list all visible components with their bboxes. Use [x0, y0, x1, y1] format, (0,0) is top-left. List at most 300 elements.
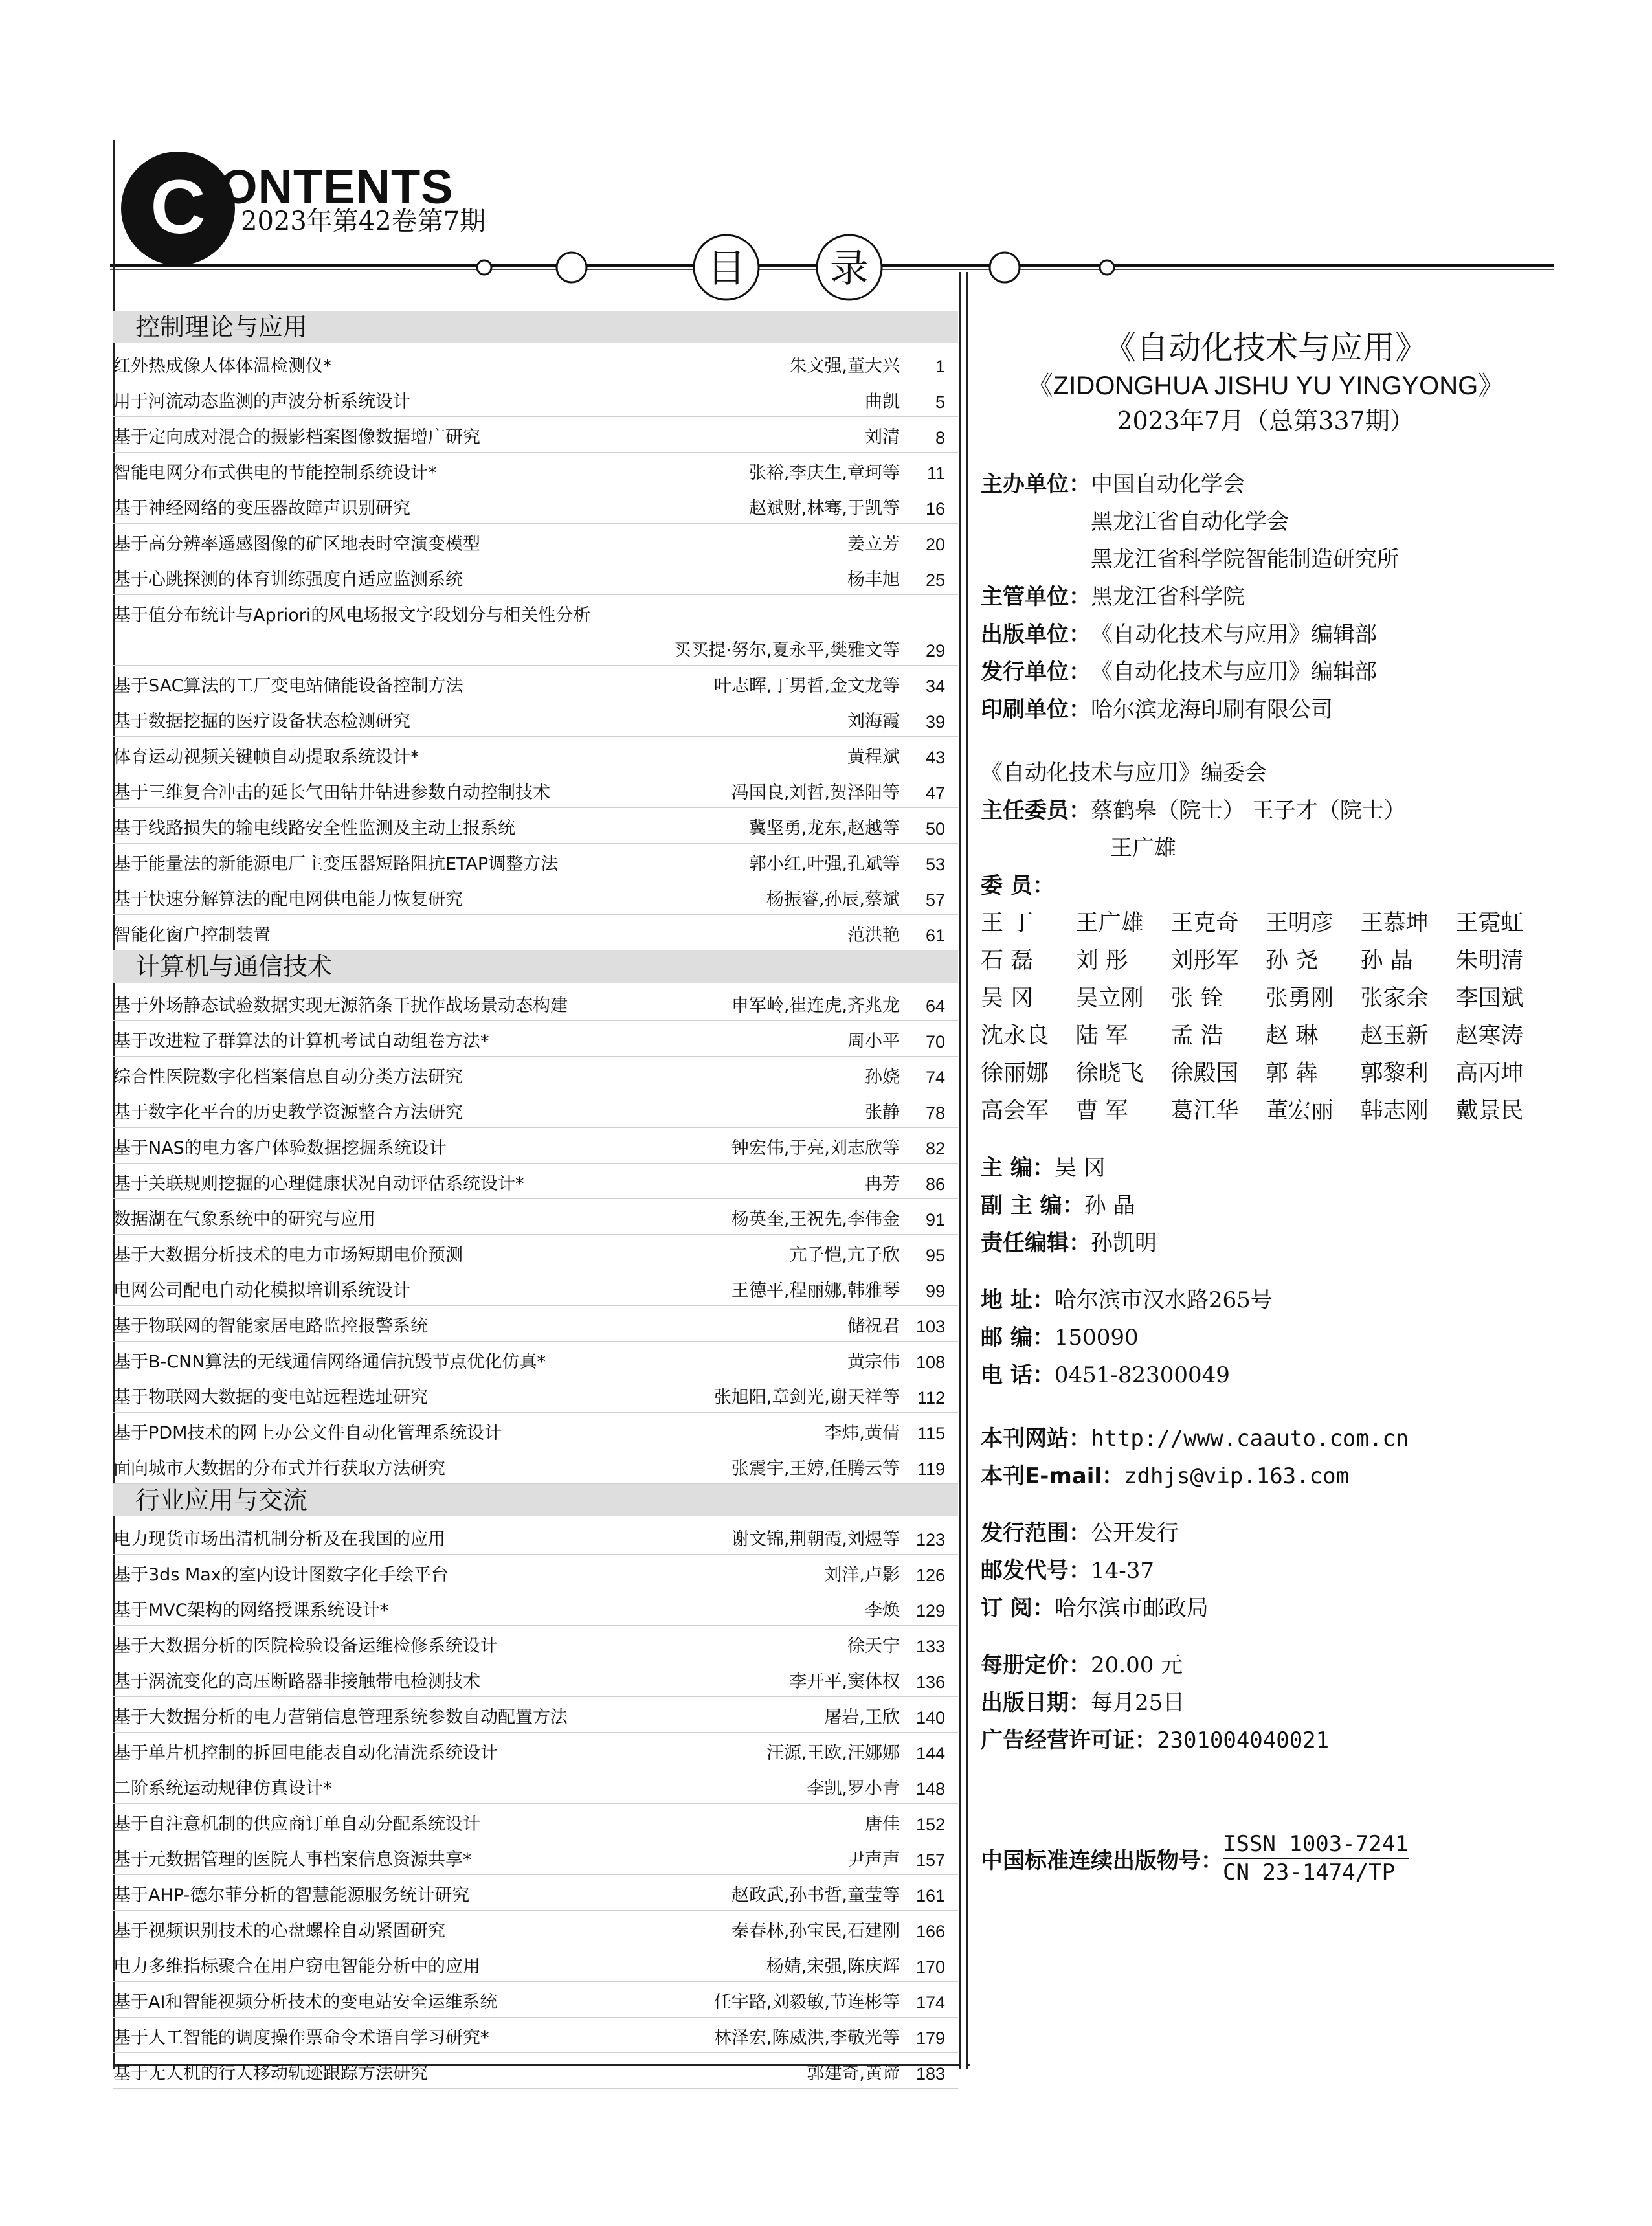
- toc-entry-title: 基于改进粒子群算法的计算机考试自动组卷方法*: [113, 1031, 489, 1051]
- toc-entry[interactable]: [113, 1342, 958, 1377]
- toc-entry-page: 174: [915, 1993, 945, 2012]
- toc-entry-authors: 谢文锦,荆朝霞,刘煜等: [731, 1529, 900, 1549]
- toc-entry-page: 115: [917, 1424, 945, 1443]
- board-member: 赵玉新: [1360, 1023, 1429, 1049]
- toc-entry-page: 43: [925, 748, 945, 767]
- toc-entry[interactable]: [113, 1235, 958, 1270]
- toc-entry[interactable]: [113, 1946, 958, 1982]
- toc-entry-page: 136: [915, 1672, 945, 1692]
- website-label: 本刊网站：: [981, 1426, 1091, 1452]
- mulu-char-2: 录: [830, 246, 869, 291]
- toc-entry[interactable]: [113, 1590, 958, 1626]
- board-member: 赵 琳: [1266, 1023, 1319, 1049]
- toc-entry-title: 基于AHP-德尔菲分析的智慧能源服务统计研究: [113, 1885, 470, 1906]
- phone-label: 电 话：: [981, 1362, 1055, 1388]
- toc-entry-authors: 秦春林,孙宝民,石建刚: [731, 1921, 900, 1941]
- postcode-row: [981, 1319, 1550, 1356]
- board-member: 刘 彤: [1075, 948, 1128, 974]
- toc-entry-authors: 冉芳: [865, 1174, 900, 1194]
- toc-entry-title: 基于NAS的电力客户体验数据挖掘系统设计: [113, 1138, 447, 1158]
- issn-number: ISSN 1003-7241: [1223, 1830, 1409, 1859]
- toc-entry-title: 电力多维指标聚合在用户窃电智能分析中的应用: [113, 1957, 480, 1977]
- distribute-label: 发行单位：: [981, 659, 1091, 685]
- sponsor-row: [981, 466, 1550, 578]
- toc-entry-authors: 任宇路,刘毅敏,节连彬等: [713, 1992, 900, 2012]
- toc-entry-title: 基于人工智能的调度操作票命令术语自学习研究*: [113, 2028, 489, 2048]
- toc-entry-title: 综合性医院数字化档案信息自动分类方法研究: [113, 1067, 463, 1087]
- toc-entry[interactable]: [113, 1626, 958, 1661]
- sponsor-3: 黑龙江省科学院智能制造研究所: [1091, 546, 1399, 572]
- toc-entry-authors: 李凯,罗小青: [807, 1779, 900, 1799]
- board-member: 王慕坤: [1360, 910, 1429, 936]
- toc-entry-title: 基于SAC算法的工厂变电站储能设备控制方法: [113, 676, 463, 696]
- toc-entry-page: 91: [925, 1210, 945, 1230]
- postal-code-value: 14-37: [1091, 1558, 1155, 1584]
- toc-entry-title: 数据湖在气象系统中的研究与应用: [113, 1209, 375, 1230]
- toc-entry-authors: 曲凯: [865, 392, 900, 412]
- toc-entry-authors: 黄宗伟: [847, 1352, 900, 1372]
- board-member: 孟 浩: [1170, 1023, 1223, 1049]
- scope-label: 发行范围：: [981, 1520, 1091, 1546]
- toc-entry-authors: 张震宇,王婷,任腾云等: [731, 1459, 900, 1479]
- toc-entry[interactable]: [113, 844, 958, 879]
- toc-entry-authors: 储祝君: [847, 1316, 900, 1336]
- toc-entry-authors: 刘清: [865, 427, 900, 447]
- sponsor-list: [1091, 466, 1399, 578]
- toc-entry-page: 108: [915, 1353, 945, 1372]
- toc-entry-title: 基于自注意机制的供应商订单自动分配系统设计: [113, 1814, 480, 1834]
- board-member: 王克奇: [1170, 910, 1239, 936]
- toc-entry-title: 基于数字化平台的历史教学资源整合方法研究: [113, 1103, 463, 1123]
- chair-value: 蔡鹤皋（院士） 王子才（院士）: [1091, 798, 1406, 824]
- ad-license-label: 广告经营许可证：: [981, 1727, 1157, 1753]
- toc-entry-title: 红外热成像人体体温检测仪*: [113, 356, 332, 376]
- toc-entry-page: 99: [925, 1281, 945, 1301]
- toc-entry-authors: 李开平,窦体权: [789, 1672, 900, 1692]
- toc-entry-page: 5: [935, 392, 945, 412]
- print-label: 印刷单位：: [981, 697, 1091, 723]
- toc-entry-page: 161: [915, 1886, 945, 1906]
- toc-entry-page: 11: [926, 464, 945, 483]
- toc-entry-title: 基于PDM技术的网上办公文件自动化管理系统设计: [113, 1423, 502, 1443]
- scope-value: 公开发行: [1091, 1520, 1179, 1546]
- toc-entry[interactable]: [113, 985, 958, 1021]
- board-member: 徐晓飞: [1075, 1061, 1144, 1086]
- toc-entry-title: 基于大数据分析的医院检验设备运维检修系统设计: [113, 1636, 498, 1656]
- toc-entry-authors: 李炜,黄倩: [824, 1423, 900, 1443]
- distribute-row: [981, 653, 1550, 691]
- postal-code-label: 邮发代号：: [981, 1558, 1091, 1584]
- email-label: 本刊E-mail：: [981, 1463, 1124, 1489]
- toc-entry-page: 126: [915, 1566, 945, 1585]
- toc-entry[interactable]: [113, 1839, 958, 1875]
- board-member: 郭黎利: [1360, 1061, 1429, 1086]
- toc-entry-page: 74: [925, 1068, 945, 1087]
- toc-entry-page: 16: [925, 499, 945, 519]
- toc-entry[interactable]: [113, 559, 958, 595]
- toc-entry-page: 70: [925, 1032, 945, 1051]
- scope-row: [981, 1514, 1550, 1552]
- toc-entry-page: 39: [925, 712, 945, 732]
- toc-entry[interactable]: [113, 346, 958, 381]
- pubdate-label: 出版日期：: [981, 1690, 1091, 1716]
- logo-letter: C: [150, 164, 206, 250]
- deputy-editor-label: 副 主 编：: [981, 1193, 1084, 1219]
- toc-entry[interactable]: [113, 1448, 958, 1484]
- toc-entry-page: 20: [925, 535, 945, 554]
- toc-entry-authors: 冯国良,刘哲,贺泽阳等: [731, 783, 900, 803]
- journal-date: 2023年7月（总第337期）: [1117, 407, 1414, 435]
- toc-entry-title: 二阶系统运动规律仿真设计*: [113, 1779, 332, 1799]
- toc-entry[interactable]: [113, 2053, 958, 2089]
- toc-entry-authors: 郭小红,叶强,孔斌等: [748, 854, 900, 874]
- toc-entry-title: 智能化窗户控制装置: [113, 925, 271, 945]
- toc-entry[interactable]: [113, 1982, 958, 2018]
- toc-entry-title: 基于心跳探测的体育训练强度自适应监测系统: [113, 570, 463, 590]
- toc-entry-authors: 黄程斌: [847, 747, 900, 767]
- column-divider-inner: [966, 272, 968, 2069]
- toc-entry[interactable]: [113, 1768, 958, 1804]
- toc-entry[interactable]: [113, 1733, 958, 1768]
- toc-entry[interactable]: [113, 1057, 958, 1092]
- toc-entry-authors: 张裕,李庆生,章珂等: [748, 463, 900, 483]
- toc-entry-page: 47: [925, 783, 945, 803]
- board-member: 王霓虹: [1455, 910, 1524, 936]
- toc-entry-page: 103: [915, 1317, 945, 1336]
- price-label: 每册定价：: [981, 1652, 1091, 1678]
- members-label: 委 员：: [981, 873, 1055, 899]
- ad-license-row: [981, 1722, 1550, 1759]
- board-member: 王 丁: [981, 910, 1034, 936]
- toc-entry-authors: 郭建奇,黄谛: [807, 2063, 900, 2084]
- distribute-value: 《自动化技术与应用》编辑部: [1091, 659, 1377, 685]
- board-member: 曹 军: [1075, 1098, 1128, 1124]
- toc-entry-page: 183: [915, 2064, 945, 2084]
- toc-entry[interactable]: [113, 737, 958, 772]
- subscribe-value: 哈尔滨市邮政局: [1054, 1595, 1209, 1621]
- toc-entry[interactable]: [113, 417, 958, 453]
- toc-entry-page: 8: [935, 428, 945, 447]
- supervisor-value: 黑龙江省科学院: [1091, 584, 1245, 610]
- issn-label: 中国标准连续出版物号：: [981, 1847, 1223, 1874]
- toc-entry-title: 基于元数据管理的医院人事档案信息资源共享*: [113, 1850, 472, 1870]
- toc-entry-page: 25: [925, 570, 945, 590]
- toc-entry-authors: 亢子恺,亢子欣: [789, 1245, 900, 1265]
- board-member: 高丙坤: [1455, 1061, 1524, 1086]
- toc-entry-title: 基于MVC架构的网络授课系统设计*: [113, 1601, 389, 1621]
- address-value: 哈尔滨市汉水路265号: [1054, 1287, 1273, 1313]
- toc-entry[interactable]: [113, 915, 958, 950]
- toc-entry[interactable]: [113, 808, 958, 844]
- toc-entry[interactable]: [113, 1413, 958, 1448]
- toc-entry-authors: 周小平: [847, 1031, 900, 1051]
- toc-entry[interactable]: [113, 1555, 958, 1590]
- phone-row: [981, 1356, 1550, 1394]
- price-row: [981, 1647, 1550, 1684]
- issn-values: [1223, 1830, 1409, 1886]
- section-heading: 控制理论与应用: [113, 311, 958, 343]
- pubdate-row: [981, 1684, 1550, 1722]
- price-value: 20.00 元: [1091, 1652, 1183, 1678]
- board-member: 孙 尧: [1266, 948, 1319, 974]
- toc-entry-page: 157: [915, 1850, 945, 1870]
- toc-entry-authors: 屠岩,王欣: [824, 1707, 900, 1727]
- toc-entry-authors: 杨婧,宋强,陈庆辉: [766, 1957, 900, 1977]
- member-grid: [981, 905, 1550, 1130]
- column-divider: [959, 272, 961, 2069]
- toc-entry-page: 140: [915, 1708, 945, 1727]
- section-heading: 计算机与通信技术: [113, 950, 958, 983]
- toc-entry[interactable]: [113, 1519, 958, 1555]
- email-link[interactable]: zdhjs@vip.163.com: [1124, 1463, 1350, 1489]
- toc-entry-authors: 赵政武,孙书哲,童莹等: [731, 1885, 900, 1906]
- toc-entry-authors: 王德平,程丽娜,韩雅琴: [731, 1281, 900, 1301]
- board-member: 石 磊: [981, 948, 1034, 974]
- subscribe-label: 订 阅：: [981, 1595, 1055, 1621]
- toc-entry-page: 112: [917, 1388, 945, 1408]
- print-row: [981, 691, 1550, 728]
- members-row: [981, 867, 1550, 905]
- journal-title: 《自动化技术与应用》: [1104, 329, 1427, 366]
- toc-entry-authors: 范洪艳: [847, 925, 900, 945]
- toc-entry-title: 基于线路损失的输电线路安全性监测及主动上报系统: [113, 818, 515, 838]
- sponsor-1: 中国自动化学会: [1091, 471, 1245, 497]
- toc-entry-title: 用于河流动态监测的声波分析系统设计: [113, 392, 410, 412]
- toc-entry[interactable]: [113, 1875, 958, 1911]
- chair-row: [981, 792, 1550, 829]
- toc-entry-title: 面向城市大数据的分布式并行获取方法研究: [113, 1459, 445, 1479]
- toc-entry-page: 179: [915, 2029, 945, 2048]
- toc-entry-page: 57: [925, 890, 945, 910]
- publish-label: 出版单位：: [981, 622, 1091, 647]
- toc-entry[interactable]: [113, 381, 958, 417]
- toc-entry-page: 50: [925, 819, 945, 838]
- sponsor-2: 黑龙江省自动化学会: [1091, 509, 1289, 535]
- board-member: 徐殿国: [1170, 1061, 1239, 1086]
- toc-entry[interactable]: [113, 701, 958, 737]
- bottom-rule-right: [966, 2064, 970, 2066]
- toc-entry-title: 基于高分辨率遥感图像的矿区地表时空演变模型: [113, 534, 480, 554]
- toc-entry[interactable]: [113, 1092, 958, 1128]
- toc-entry[interactable]: [113, 772, 958, 808]
- toc-entry-authors: 汪源,王欧,汪娜娜: [766, 1743, 900, 1763]
- toc-entry[interactable]: [113, 1306, 958, 1342]
- toc-entry-authors: 张旭阳,章剑光,谢天祥等: [713, 1388, 900, 1408]
- toc-entry-authors: 李焕: [865, 1601, 900, 1621]
- toc-entry[interactable]: [113, 453, 958, 488]
- board-member: 戴景民: [1455, 1098, 1524, 1124]
- journal-pinyin: 《ZIDONGHUA JISHU YU YINGYONG》: [1027, 372, 1504, 400]
- print-value: 哈尔滨龙海印刷有限公司: [1091, 697, 1333, 723]
- board-member: 高会军: [981, 1098, 1049, 1124]
- toc-entry[interactable]: [113, 879, 958, 915]
- toc-entry-page: 123: [915, 1530, 945, 1549]
- cn-number: CN 23-1474/TP: [1223, 1860, 1396, 1885]
- website-row: [981, 1420, 1550, 1457]
- toc-entry-page: 148: [915, 1779, 945, 1799]
- board-member: 张勇刚: [1266, 985, 1334, 1011]
- toc-entry-title: 基于数据挖掘的医疗设备状态检测研究: [113, 712, 410, 732]
- responsible-editor-row: [981, 1224, 1550, 1262]
- toc-entry-title: 基于快速分解算法的配电网供电能力恢复研究: [113, 890, 463, 910]
- toc-entry[interactable]: [113, 2018, 958, 2053]
- toc-entry[interactable]: [113, 1021, 958, 1057]
- toc-entry-authors: 朱文强,董大兴: [789, 356, 900, 376]
- board-member: 郭 犇: [1266, 1061, 1319, 1086]
- board-heading: 《自动化技术与应用》编委会: [981, 760, 1267, 786]
- chair-label: 主任委员：: [981, 798, 1091, 824]
- toc-entry-title: 基于B-CNN算法的无线通信网络通信抗毁节点优化仿真*: [113, 1352, 546, 1372]
- toc-entry-page: 82: [925, 1139, 945, 1158]
- toc-entry-title: 智能电网分布式供电的节能控制系统设计*: [113, 463, 437, 483]
- toc-entry[interactable]: [113, 488, 958, 524]
- chief-editor-row: [981, 1149, 1550, 1187]
- board-member: 吴 冈: [981, 985, 1034, 1011]
- board-member: 沈永良: [981, 1023, 1049, 1049]
- board-member: 刘彤军: [1170, 948, 1239, 974]
- toc-entry-title: 基于物联网的智能家居电路监控报警系统: [113, 1316, 428, 1336]
- toc-entry-authors: 林泽宏,陈威洪,李敬光等: [713, 2028, 900, 2048]
- toc-entry[interactable]: [113, 666, 958, 701]
- toc-entry-title: 基于三维复合冲击的延长气田钻井钻进参数自动控制技术: [113, 783, 550, 803]
- toc-entry-page: 29: [925, 641, 945, 660]
- toc-entry[interactable]: [113, 1270, 958, 1306]
- toc-entry-authors: 徐天宁: [847, 1636, 900, 1656]
- toc-entry-title: 基于能量法的新能源电厂主变压器短路阻抗ETAP调整方法: [113, 854, 559, 874]
- chief-editor: 吴 冈: [1054, 1155, 1106, 1181]
- toc-entry-authors: 孙娆: [865, 1067, 900, 1087]
- toc-entry-title: 基于3ds Max的室内设计图数字化手绘平台: [113, 1565, 449, 1585]
- toc-entry-page: 129: [915, 1601, 945, 1621]
- table-of-contents: [113, 311, 958, 2089]
- pubdate-value: 每月25日: [1091, 1690, 1185, 1716]
- email-row: [981, 1457, 1550, 1495]
- toc-entry-title: 基于大数据分析的电力营销信息管理系统参数自动配置方法: [113, 1707, 568, 1727]
- board-member: 张家余: [1360, 985, 1429, 1011]
- toc-entry-page: 166: [915, 1922, 945, 1941]
- toc-entry-title: 体育运动视频关键帧自动提取系统设计*: [113, 747, 419, 767]
- publish-value: 《自动化技术与应用》编辑部: [1091, 622, 1377, 647]
- toc-entry-authors: 姜立芳: [847, 534, 900, 554]
- toc-entry-page: 144: [915, 1744, 945, 1763]
- toc-entry-page: 133: [915, 1637, 945, 1656]
- toc-entry-authors: 唐佳: [865, 1814, 900, 1834]
- sponsor-label: 主办单位：: [981, 471, 1091, 497]
- publish-row: [981, 616, 1550, 653]
- board-member: 徐丽娜: [981, 1061, 1049, 1086]
- postal-code-row: [981, 1552, 1550, 1590]
- board-member: 陆 军: [1075, 1023, 1128, 1049]
- toc-entry-page: 78: [925, 1103, 945, 1123]
- chair-row-2: 王广雄: [1110, 835, 1176, 861]
- toc-entry[interactable]: [113, 1697, 958, 1733]
- toc-entry-title: 基于视频识别技术的心盘螺栓自动紧固研究: [113, 1921, 445, 1941]
- toc-entry-title: 基于大数据分析技术的电力市场短期电价预测: [113, 1245, 463, 1265]
- board-member: 李国斌: [1455, 985, 1524, 1011]
- board-member: 王明彦: [1266, 910, 1334, 936]
- toc-entry[interactable]: [113, 1377, 958, 1413]
- toc-entry-continuation[interactable]: [113, 630, 958, 666]
- address-label: 地 址：: [981, 1287, 1055, 1313]
- supervisor-row: [981, 578, 1550, 616]
- toc-entry-authors: 申军岭,崔连虎,齐兆龙: [731, 996, 900, 1016]
- postcode-value: 150090: [1054, 1325, 1139, 1351]
- toc-entry-title: 电力现货市场出清机制分析及在我国的应用: [113, 1529, 445, 1549]
- toc-entry-title: 基于神经网络的变压器故障声识别研究: [113, 499, 410, 519]
- toc-entry[interactable]: [113, 1804, 958, 1839]
- deputy-editor: 孙 晶: [1084, 1193, 1135, 1219]
- toc-entry-authors: 刘洋,卢影: [824, 1565, 900, 1585]
- supervisor-label: 主管单位：: [981, 584, 1091, 610]
- chief-editor-label: 主 编：: [981, 1155, 1055, 1181]
- toc-entry[interactable]: [113, 1661, 958, 1697]
- board-member: 张 铨: [1170, 985, 1223, 1011]
- board-member: 赵寒涛: [1455, 1023, 1524, 1049]
- toc-entry-title: 基于涡流变化的高压断路器非接触带电检测技术: [113, 1672, 480, 1692]
- toc-entry[interactable]: [113, 524, 958, 559]
- toc-entry-authors: 赵斌财,林骞,于凯等: [748, 499, 900, 519]
- toc-entry-authors: 杨英奎,王祝先,李伟金: [731, 1209, 900, 1230]
- board-member: 葛江华: [1170, 1098, 1239, 1124]
- toc-entry-page: 86: [925, 1175, 945, 1194]
- subscribe-row: [981, 1590, 1550, 1627]
- toc-entry-authors: 叶志晖,丁男哲,金文龙等: [713, 676, 900, 696]
- toc-entry-authors: 尹声声: [847, 1850, 900, 1870]
- toc-entry-authors: 杨丰旭: [847, 570, 900, 590]
- toc-entry-authors: 刘海霞: [847, 712, 900, 732]
- contents-title: ONTENTS: [220, 160, 454, 214]
- toc-entry-page: 53: [925, 855, 945, 874]
- toc-spacer: [113, 661, 673, 665]
- toc-entry-title: 基于无人机的行人移动轨迹跟踪方法研究: [113, 2063, 428, 2084]
- responsible-editor: 孙凯明: [1091, 1230, 1157, 1256]
- toc-entry-page: 1: [935, 357, 945, 376]
- toc-entry-authors: 张静: [865, 1103, 900, 1123]
- toc-entry-page: 152: [915, 1815, 945, 1834]
- toc-entry-title: 电网公司配电自动化模拟培训系统设计: [113, 1281, 410, 1301]
- toc-entry-title: 基于外场静态试验数据实现无源箔条干扰作战场景动态构建: [113, 996, 568, 1016]
- section-heading: 行业应用与交流: [113, 1484, 958, 1516]
- issn-block: [981, 1830, 1550, 1886]
- toc-entry[interactable]: [113, 1199, 958, 1235]
- mulu-char-1: 目: [707, 246, 746, 291]
- toc-entry[interactable]: [113, 1911, 958, 1946]
- deputy-editor-row: [981, 1187, 1550, 1224]
- toc-entry-authors: 杨振睿,孙辰,蔡斌: [766, 890, 900, 910]
- toc-entry-page: 119: [917, 1459, 945, 1479]
- toc-entry-page: 95: [925, 1246, 945, 1265]
- toc-entry-authors: 买买提·努尔,夏永平,樊雅文等: [673, 640, 900, 660]
- phone-value: 0451-82300049: [1054, 1362, 1230, 1388]
- website-link[interactable]: http://www.caauto.com.cn: [1091, 1426, 1409, 1452]
- toc-entry[interactable]: [113, 1128, 958, 1164]
- toc-entry[interactable]: [113, 1164, 958, 1199]
- toc-entry-title: 基于AI和智能视频分析技术的变电站安全运维系统: [113, 1992, 498, 2012]
- toc-entry-page: 61: [925, 926, 945, 945]
- postcode-label: 邮 编：: [981, 1325, 1055, 1351]
- toc-entry-title: 基于关联规则挖掘的心理健康状况自动评估系统设计*: [113, 1174, 524, 1194]
- board-member: 孙 晶: [1360, 948, 1413, 974]
- toc-entry[interactable]: [113, 595, 958, 630]
- toc-entry-page: 64: [925, 996, 945, 1016]
- toc-entry-authors: 冀坚勇,龙东,赵越等: [748, 818, 900, 838]
- toc-entry-title: 基于定向成对混合的摄影档案图像数据增广研究: [113, 427, 480, 447]
- ad-license-value: 2301004040021: [1157, 1727, 1330, 1753]
- issue-line: 2023年第42卷第7期: [241, 207, 486, 236]
- toc-entry-title: 基于值分布统计与Apriori的风电场报文字段划分与相关性分析: [113, 605, 591, 625]
- board-member: 王广雄: [1075, 910, 1144, 936]
- board-member: 朱明清: [1455, 948, 1524, 974]
